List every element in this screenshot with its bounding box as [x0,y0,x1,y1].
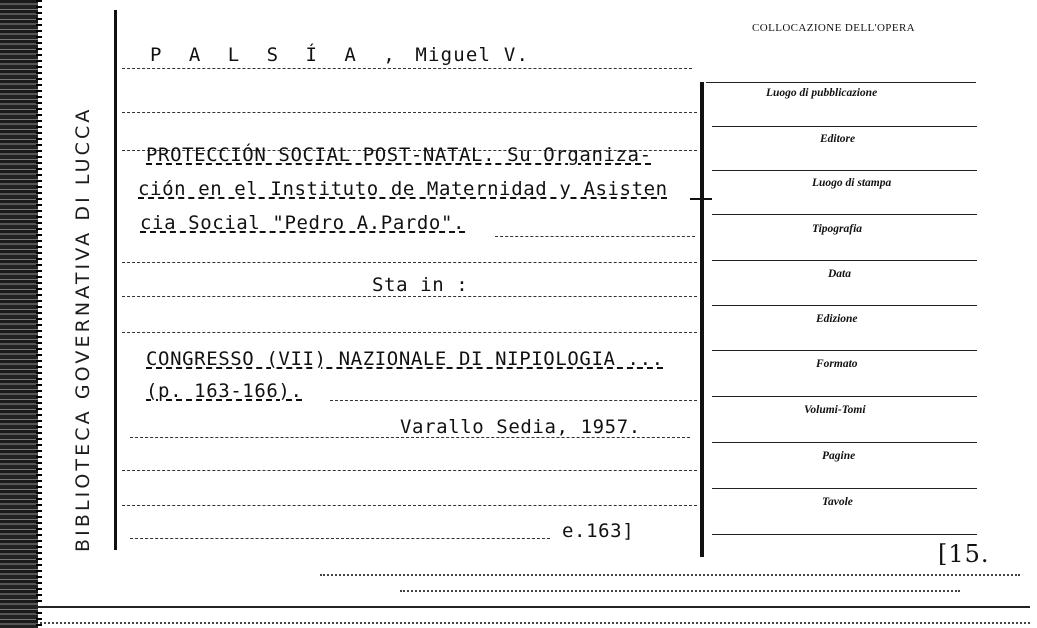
field-label-pagine: Pagine [822,450,856,462]
field-label-tipografia: Tipografia [812,223,863,235]
reference-number: e.163] [562,520,635,542]
ruled-line [122,296,697,297]
ruled-line [495,236,695,237]
field-label-tavole: Tavole [822,496,853,508]
field-rule [712,350,977,351]
scan-noise [40,622,1030,624]
field-label-formato: Formato [816,358,858,370]
ruled-line [122,505,697,506]
ruled-line [130,538,550,539]
ruled-line [122,68,692,69]
field-label-volumi-tomi: Volumi-Tomi [804,404,866,416]
ruled-line [330,400,697,401]
field-rule [712,170,977,171]
scan-noise [400,590,960,592]
field-rule [712,305,977,306]
title-line: PROTECCIÓN SOCIAL POST-NATAL. Su Organiza- [146,144,652,166]
column-divider-rule [700,82,704,557]
author-surname: P A L S Í A , [150,44,403,66]
scanned-binding-edge [0,0,38,628]
field-label-luogo-pubblicazione: Luogo di pubblicazione [766,87,878,99]
sta-in-label: Sta in : [372,274,469,296]
ruled-line [122,112,697,113]
ruled-line [122,470,697,471]
field-rule [706,82,976,83]
field-rule [712,442,977,443]
column-divider-tick [690,198,712,200]
field-rule [712,126,977,127]
field-rule [712,396,977,397]
card-bottom-edge [30,606,1030,608]
field-label-edizione: Edizione [816,313,858,325]
field-rule [712,214,977,215]
field-rule [712,260,977,261]
author-heading [150,44,529,66]
field-rule [712,488,977,489]
field-label-editore: Editore [820,133,856,145]
shelf-mark: [15. [938,540,990,568]
collocazione-header: COLLOCAZIONE DELL'OPERA [752,22,916,34]
field-label-luogo-stampa: Luogo di stampa [812,177,892,189]
ruled-line [122,262,697,263]
left-margin-rule [114,10,117,550]
field-rule [712,534,977,535]
library-name: BIBLIOTECA GOVERNATIVA DI LUCCA [72,106,94,552]
author-given-name: Miguel V. [415,44,530,66]
source-line: CONGRESSO (VII) NAZIONALE DI NIPIOLOGIA ... [146,348,664,370]
source-line: (p. 163-166). [146,380,303,402]
title-line: cia Social "Pedro A.Pardo". [140,212,466,234]
scan-noise [320,574,1020,576]
title-line: ción en el Instituto de Maternidad y Asisten [138,178,668,200]
field-label-data: Data [828,268,851,280]
ruled-line [122,332,697,333]
imprint: Varallo Sedia, 1957. [400,416,641,438]
